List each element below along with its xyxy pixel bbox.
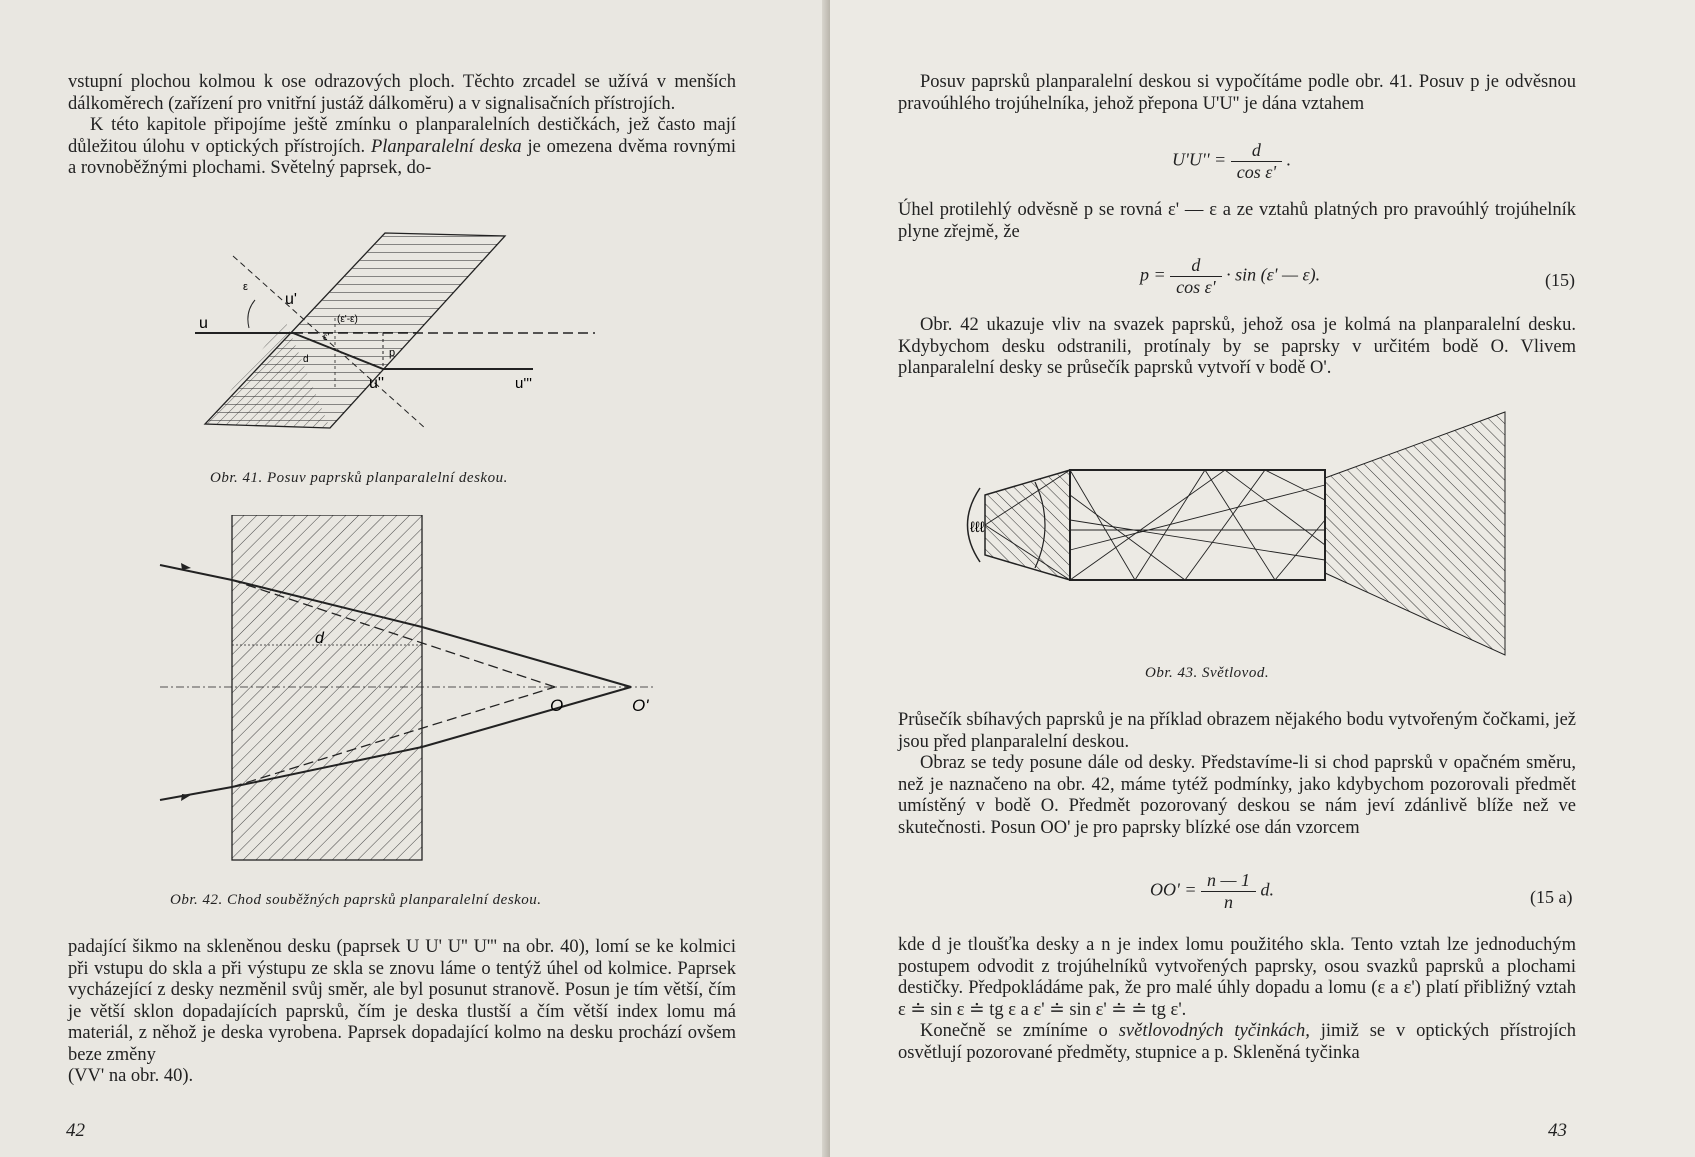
label-u2: u'' — [369, 375, 385, 392]
equation-3: OO' = $\frac{n — 1}{n}$ d. — [1150, 870, 1275, 912]
paragraph: padající šikmo na skleněnou desku (paprsek U U' U'' U''' na obr. 40), lomí se ke kolmici při vstupu do skla a při výstupu ze skla se znovu láme o tentýž úhel od kolmice. Paprsek vycházející z desky nezměnil svůj směr, ale byl posunut stranově. Posun je tím větší, čím je větší sklon dopadajících paprsků, čím je deska tlustší a čím větší index lomu má materiál, z něhož je deska vyrobena. Paprsek dopadající kolmo na desku prochází ovšem beze změny — [68, 937, 736, 1065]
fraction: $\frac{d}{\text{cos ε'}}$ — [1170, 255, 1221, 298]
paragraph: Obr. 42 ukazuje vliv na svazek paprsků, jehož osa je kolmá na planparalelní desku. Kdybychom desku odstranili, protínaly by se paprsky v určitém bodě O. Vlivem planparalelní desky se průsečík paprsků vytvoří v bodě O'. — [898, 315, 1576, 378]
left-top-text — [68, 72, 736, 180]
paragraph: Konečně se zmíníme o světlovodných tyčinkách, jimiž se v optických přístrojích osvětlují pozorované předměty, stupnice a p. Skleněná tyčinka — [898, 1021, 1577, 1063]
figure-42-caption: Obr. 42. Chod souběžných paprsků planparalelní deskou. — [170, 892, 542, 908]
left-bottom-text — [68, 937, 736, 1088]
equation-number: (15) — [1545, 270, 1575, 290]
label-o-prime: O' — [632, 696, 649, 715]
label-eps-diff: (ε'-ε) — [337, 314, 358, 325]
figure-41-caption: Obr. 41. Posuv paprsků planparalelní deskou. — [210, 470, 508, 486]
figure-43 — [925, 410, 1525, 660]
right-mid-text — [898, 710, 1576, 839]
paragraph: Úhel protilehlý odvěsně p se rovná ε' — ε a ze vztahů platných pro pravoúhlý trojúhelník plyne zřejmě, že — [898, 200, 1576, 242]
ray-top-in — [160, 565, 232, 580]
paragraph: K této kapitole připojíme ještě zmínku o planparalelních destičkách, jež často mají důležitou úlohu v optických přístrojích. Planparalelní deska je omezena dvěma rovnými a rovnoběžnými plochami. Světelný paprsek, do- — [68, 115, 737, 178]
label-u3: u''' — [515, 375, 532, 392]
equation-2: p = $\frac{d}{\text{cos ε'}}$ · sin (ε' — ε). — [1140, 255, 1321, 297]
figure-41 — [185, 228, 605, 443]
paragraph: Průsečík sbíhavých paprsků je na příklad obrazem nějakého bodu vytvořeným čočkami, jež jsou před planparalelní deskou. — [898, 710, 1576, 752]
fraction: $\frac{d}{\text{cos ε'}}$ — [1231, 140, 1282, 183]
paragraph: Posuv paprsků planparalelní deskou si vypočítáme podle obr. 41. Posuv p je odvěsnou pravoúhlého trojúhelníka, jehož přepona U'U'' je dána vztahem — [898, 72, 1576, 114]
label-o: O — [550, 696, 564, 715]
label-u1: u' — [285, 291, 297, 308]
filament-icon: ℓℓℓ — [970, 519, 985, 536]
glass-plate — [232, 515, 422, 860]
label-d: d — [315, 630, 324, 647]
figure-43-caption: Obr. 43. Světlovod. — [1145, 665, 1270, 681]
page-number: 42 — [66, 1120, 85, 1141]
ray-top-out — [422, 627, 631, 687]
equation-1: U'U'' = $\frac{d}{\text{cos ε'}}$ . — [1172, 140, 1292, 182]
ray-bottom-in — [160, 787, 232, 800]
exit-cone — [1325, 412, 1505, 655]
ray-2 — [1070, 470, 1325, 580]
label-eps: ε — [243, 281, 248, 293]
label-u: u — [199, 315, 208, 332]
entry-cone — [985, 470, 1070, 580]
right-page — [830, 0, 1695, 1157]
label-eps-prime: ε' — [323, 332, 330, 343]
equation-number: (15 a) — [1530, 887, 1573, 907]
right-bottom-text — [898, 935, 1576, 1064]
page-number: 43 — [1548, 1120, 1567, 1141]
fraction: $\frac{n — 1}{n}$ — [1201, 870, 1256, 913]
paragraph: vstupní plochou kolmou k ose odrazových ploch. Těchto zrcadel se užívá v menších dálkoměrech (zařízení pro vnitřní justáž dálkoměru) a v signalisačních přístrojích. — [68, 72, 736, 114]
figure-42 — [155, 515, 685, 865]
paragraph: Obraz se tedy posune dále od desky. Představíme-li si chod paprsků v opačném směru, než je naznačeno na obr. 42, máme tytéž podmínky, jako kdybychom pozorovali předmět umístěný v bodě O. Předmět pozorovaný deskou se nám jeví zdánlivě blíže než ve skutečnosti. Posun OO' je pro paprsky blízké ose dán vzorcem — [898, 753, 1576, 838]
left-page — [0, 0, 830, 1157]
label-d: d — [303, 354, 309, 365]
paragraph: kde d je tloušťka desky a n je index lomu použitého skla. Tento vztah lze jednoduchým postupem odvodit z trojúhelníků vytvořených paprsky, osou svazků paprsků a plochami destičky. Předpokládáme pak, že pro malé úhly dopadu a lomu (ε a ε') platí přibližný vztah ε ≐ sin ε ≐ tg ε a ε' ≐ sin ε' ≐ ≐ tg ε'. — [898, 935, 1576, 1020]
label-p: p — [389, 347, 396, 359]
paragraph-end: (VV' na obr. 40). — [68, 1066, 194, 1086]
